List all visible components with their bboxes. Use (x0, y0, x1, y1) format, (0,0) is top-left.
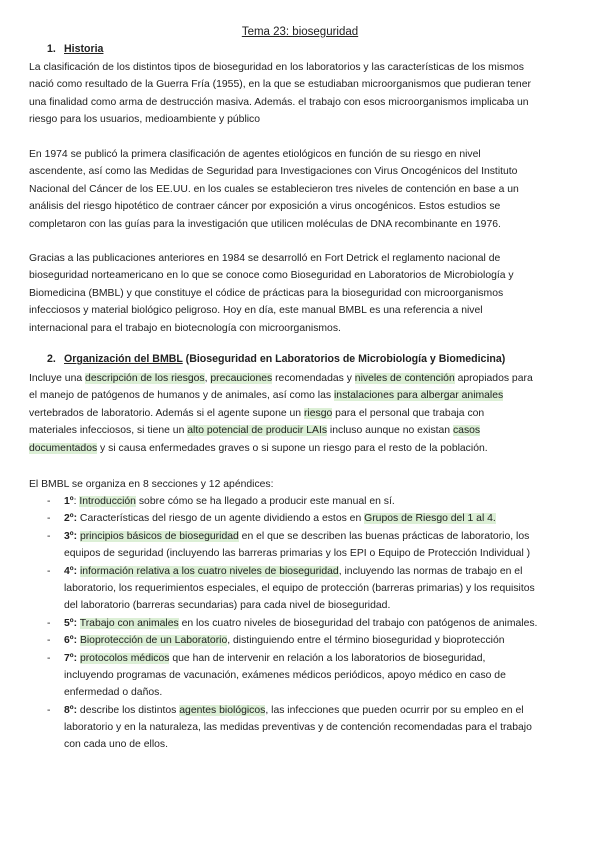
text-line (47, 736, 590, 753)
text-run: , distinguiendo entre el término bioseguridad y bioprotección (227, 635, 505, 647)
highlighted-text: riesgo (303, 407, 333, 419)
text-line: nació como resultado de la Guerra Fría (1955), en la que se estudiaban microorganismos que pudieran tener (29, 79, 531, 91)
text-line (47, 684, 590, 701)
text-run: en los cuatro niveles de bioseguridad del trabajo con patógenos de animales. (178, 617, 538, 629)
bold-label: 8º: (64, 704, 78, 716)
list-item (47, 650, 590, 702)
bold-label: 1º (64, 496, 74, 507)
highlighted-text: documentados (29, 442, 98, 454)
text-line (47, 545, 590, 562)
document-title: Tema 23: bioseguridad (241, 26, 359, 38)
section-heading-historia (47, 43, 103, 55)
list-item (47, 493, 590, 510)
text-line: ascendente, así como las Medidas de Seguridad para Investigaciones con Virus Oncogénicos del Instituto (29, 166, 518, 178)
text-line: La clasificación de los distintos tipos de bioseguridad en los laboratorios y las características de los mismos (29, 62, 524, 73)
bullet-dash: - (47, 565, 51, 577)
bullet-dash: - (47, 496, 51, 507)
text-line (29, 405, 590, 422)
highlighted-text: Trabajo con animales (79, 617, 179, 629)
section-title: Historia (64, 43, 104, 55)
text-line (47, 563, 590, 580)
text-run: Incluye una (29, 373, 86, 384)
text-run: incluyendo programas de vacunación, exámenes médicos periódicos, apoyo médico en caso de (64, 669, 506, 681)
text-line (47, 597, 590, 614)
section-subtitle: (Bioseguridad en Laboratorios de Microbiología y Biomedicina) (182, 353, 506, 365)
highlighted-text: casos (452, 425, 481, 437)
text-line: una finalidad como arma de destrucción masiva. Además. el trabajo con esos microorganismos implicaba un (29, 96, 529, 108)
highlighted-text: información relativa a los cuatro niveles de bioseguridad (79, 565, 339, 577)
text-line: internacional para el trabajo en biotecnología con microorganismos. (29, 322, 341, 334)
bold-label: 4º: (64, 565, 78, 577)
text-line (29, 422, 590, 439)
text-line (47, 615, 590, 632)
highlighted-text: Grupos de Riesgo del 1 al 4. (364, 513, 496, 525)
section-number: 2. (47, 353, 56, 365)
text-run: equipos de seguridad (incluyendo las barreras primarias y los EPI o Equipo de Protección Individual ) (64, 548, 531, 560)
highlighted-text: protocolos médicos (79, 652, 170, 664)
highlighted-text: niveles de contención (354, 373, 455, 384)
text-line (29, 440, 590, 457)
text-run: para el personal que trabaja con (332, 407, 485, 419)
list-item (47, 563, 590, 615)
text-run: , (204, 373, 211, 384)
text-run: enfermedad o daños. (64, 687, 163, 699)
text-run: laboratorio, los requerimientos especiales, el equipo de protección (barreras primarias) y los requisitos (64, 582, 535, 594)
sections-list (47, 493, 590, 754)
text-run: y si causa enfermedades graves o si supone un riesgo para el resto de la población. (97, 442, 488, 454)
paragraph-history-1 (29, 59, 590, 129)
text-run: describe los distintos (77, 704, 180, 716)
text-line: Gracias a las publicaciones anteriores en 1984 se desarrolló en Fort Detrick el reglamento nacional de (29, 253, 501, 264)
bullet-dash: - (47, 513, 51, 525)
text-line: Nacional del Cáncer de los EE.UU. en los cuales se establecieron tres niveles de contención en base a un (29, 183, 519, 195)
text-line (29, 387, 590, 404)
text-run: apropiados para (454, 373, 533, 384)
text-run: , las infecciones que pueden ocurrir por su empleo en el (265, 704, 524, 716)
text-run: el manejo de patógenos de humanos y de animales, así como las (29, 390, 334, 402)
text-run: vertebrados de laboratorio. Además si el agente supone un (29, 407, 304, 419)
text-line (47, 667, 590, 684)
highlighted-text: descripción de los riesgos (85, 373, 205, 384)
highlighted-text: principios básicos de bioseguridad (79, 530, 239, 542)
section-number: 1. (47, 43, 56, 55)
highlighted-text: alto potencial de producir LAIs (187, 425, 328, 437)
bold-label: 7º: (64, 652, 78, 664)
text-line: Biomedicina (BMBL) y que constituye el códice de prácticas para la bioseguridad con microorganismos (29, 287, 504, 299)
highlighted-text: Bioprotección de un Laboratorio (79, 635, 228, 647)
text-run: sobre cómo se ha llegado a producir este manual en sí. (135, 496, 395, 507)
text-line: En 1974 se publicó la primera clasificación de agentes etiológicos en función de su riesgo en nivel (29, 149, 481, 160)
text-run: incluso aunque no existan (327, 425, 453, 437)
highlighted-text: instalaciones para albergar animales (333, 390, 504, 402)
text-run: en el que se describen las buenas prácticas de laboratorio, los (238, 530, 530, 542)
text-run: laboratorio y en la naturaleza, las medidas preventivas y de contención recomendadas para el trabajo (64, 722, 532, 734)
highlighted-text: agentes biológicos (179, 704, 266, 716)
bold-label: 5º: (64, 617, 78, 629)
text-line (47, 580, 590, 597)
text-run: con cada uno de ellos. (64, 739, 168, 751)
text-line (47, 493, 590, 510)
list-item (47, 702, 590, 754)
bullet-dash: - (47, 617, 51, 629)
paragraph-history-2 (29, 146, 590, 233)
text-run: Características del riesgo de un agente dividiendo a estos en (77, 513, 365, 525)
text-line: infecciosos y material biológico peligroso. Hoy en día, este manual BMBL es una referencia a nivel (29, 305, 483, 317)
paragraph-history-3 (29, 250, 590, 337)
text-line: riesgo para los usuarios, medioambiente y público (29, 114, 261, 126)
section-title: Organización del BMBL (64, 353, 183, 365)
bullet-dash: - (47, 652, 51, 664)
paragraph-bmbl (29, 370, 590, 457)
bold-label: 3º: (64, 530, 78, 542)
section-heading-bmbl (47, 353, 505, 365)
list-item (47, 615, 590, 632)
text-run: , incluyendo las normas de trabajo en el (338, 565, 523, 577)
text-run: que han de intervenir en relación a los laboratorios de bioseguridad, (169, 652, 486, 664)
text-run: : (73, 496, 80, 507)
text-line (47, 528, 590, 545)
text-line: bioseguridad norteamericano en lo que se conoce como Bioseguridad en Laboratorios de Microbiología y (29, 270, 514, 282)
list-intro (29, 476, 590, 493)
text-run: del laboratorio (barreras secundarias) para cada nivel de bioseguridad. (64, 600, 391, 612)
text-run: materiales infecciosos, si tiene un (29, 425, 188, 437)
text-run: recomendadas y (272, 373, 355, 384)
text-line (47, 632, 590, 649)
list-item (47, 528, 590, 563)
highlighted-text: precauciones (210, 373, 273, 384)
list-intro-text: El BMBL se organiza en 8 secciones y 12 apéndices: (29, 479, 274, 490)
bullet-dash: - (47, 704, 51, 716)
bold-label: 6º: (64, 635, 78, 647)
text-line (47, 719, 590, 736)
bold-label: 2º: (64, 513, 78, 525)
highlighted-text: Introducción (79, 496, 136, 507)
text-line (47, 650, 590, 667)
list-item (47, 632, 590, 649)
text-line (47, 702, 590, 719)
list-item (47, 510, 590, 527)
bullet-dash: - (47, 530, 51, 542)
text-line (47, 510, 590, 527)
text-line: análisis del riesgo hipotético de contraer cáncer por exposición a virus oncogénicos. Estos estudios se (29, 201, 501, 213)
bullet-dash: - (47, 635, 51, 647)
text-line (29, 370, 590, 387)
text-line: completaron con las guías para la investigación que utilicen moléculas de DNA recombinante en 1976. (29, 218, 501, 230)
